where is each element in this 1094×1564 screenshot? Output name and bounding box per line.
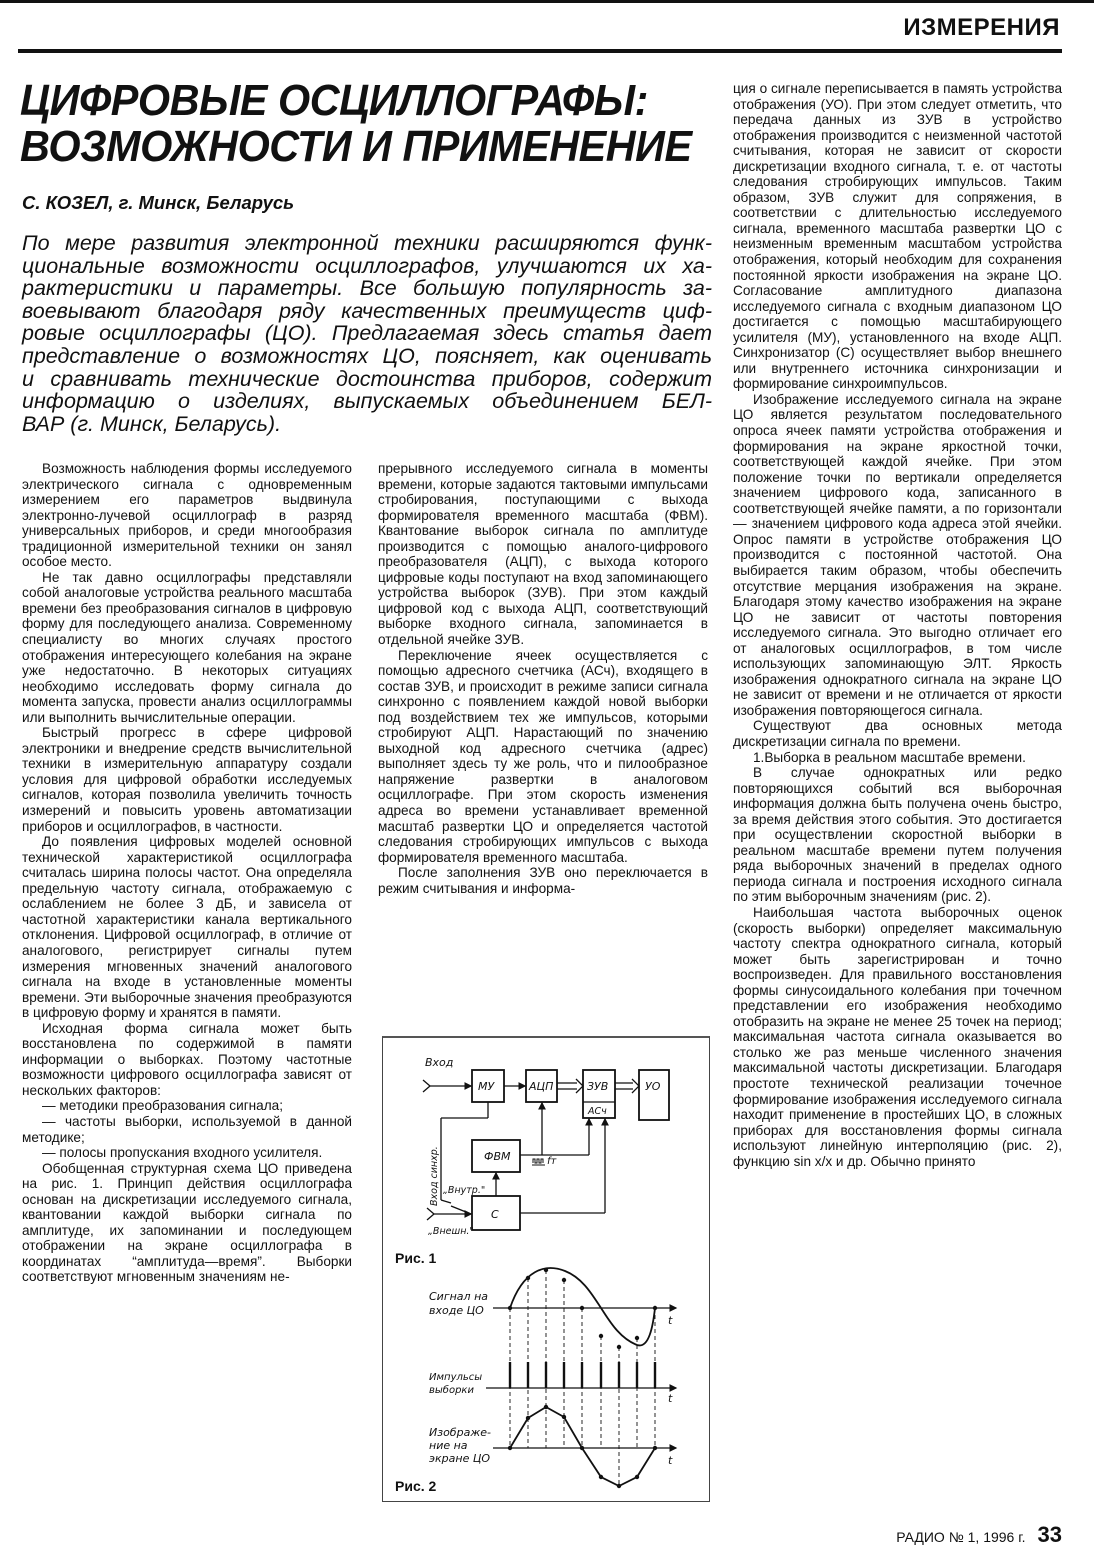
block-mu: МУ <box>478 1080 495 1093</box>
article-title <box>20 76 692 171</box>
section-rule <box>18 49 1062 53</box>
paragraph: Не так давно осциллографы представляли собой аналоговые устройства реального масштаба времени без преобразования сигналов в цифровую форму для последующего анализа. Современному специалисту во многих случаях простого отображения интересующего колебания на экране уже недостаточно. В некоторых ситуациях необходимо исследовать форму сигнала до момента запуска, провести анализ осциллограммы или выполнить вычислительные операции. <box>22 569 352 725</box>
time-axis-label: t <box>668 1392 673 1405</box>
article-author: С. КОЗЕЛ, г. Минск, Беларусь <box>22 192 295 213</box>
signal-label-line-2: входе ЦО <box>429 1304 484 1317</box>
figure-1-caption: Рис. 1 <box>395 1250 437 1266</box>
paragraph: прерывного исследуемого сигнала в моменты времени, которые задаются тактовыми импульсами стробирования, поступающими с выхода формирователя временного масштаба (ФВМ). Квантование выборок сигнала по амплитуде производится с помощью аналого-цифрового преобразователя (АЦП), с выхода которого цифровые коды поступают на вход запоминающего устройства выборок (ЗУВ). При этом каждый цифровой код с выхода АЦП, соответствующий выборке входного сигнала, запоминается в отдельной ячейке ЗУВ. <box>378 461 708 648</box>
article-lead <box>22 232 712 435</box>
sync-input-label: Вход синхр. <box>429 1146 440 1206</box>
display-label-line-1: Изображе- <box>429 1426 491 1439</box>
paragraph: Существуют два основных метода дискретизации сигнала по времени. <box>733 718 1062 749</box>
title-line-2: ВОЗМОЖНОСТИ И ПРИМЕНЕНИЕ <box>20 122 692 171</box>
sampling-waveform-figure-2 <box>383 1256 709 1496</box>
page-top-border <box>0 0 1094 3</box>
lead-line: циональные возможности осциллографов, улучшаются их ха- <box>22 253 712 278</box>
paragraph: Возможность наблюдения формы исследуемого электрического сигнала с одновременным измерением его параметров выдвинула электронно-лучевой осциллограф в разряд универсальных приборов, и среди многообразия традиционной измерительной техники он занял особое место. <box>22 461 352 570</box>
pulses-label-line-2: выборки <box>429 1385 474 1396</box>
paragraph: Быстрый прогресс в сфере цифровой электроники и внедрение средств вычислительной техники в измерительную аппаратуру создали условия для цифровой обработки исследуемых сигналов, которая позволила увеличить точность измерений и повысить уровень автоматизации приборов и осциллографов, в частности. <box>22 725 352 834</box>
paragraph: Обобщенная структурная схема ЦО приведена на рис. 1. Принцип действия осциллографа основан на дискретизации исследуемого сигнала, квантовании каждой выборки сигнала по амплитуде, их запоминании и последующем отображении на экране осциллографа в координатах “амплитуда—время”. Выборки соответствуют мгновенным значениям не- <box>22 1160 352 1285</box>
figure-box <box>382 1036 710 1502</box>
lead-line: ровые осциллографы (ЦО). Предлагаемая здесь статья дает <box>22 321 712 346</box>
paragraph: ция о сигнале переписывается в память устройства отображения (УО). При этом следует отметить, что передача данных из ЗУВ в устройство отображения производится с неизменной частотой считывания, которая не зависит от скорости дискретизации входного сигнала, т. е. от частоты следования стробирующих импульсов. Таким образом, ЗУВ служит для сопряжения, в соответствии с длительностью исследуемого сигнала, временного масштаба развертки ЦО с неизменным временным масштабом устройства отображения, который необходим для сохранения постоянной яркости изображения на экране ЦО. Согласование амплитудного диапазона исследуемого сигнала с входным диапазоном ЦО достигается с помощью масштабирующего усилителя (МУ), установленного на входе АЦП. Синхронизатор (С) осуществляет выбор внешнего или внутреннего источника синхронизации и формирование синхроимпульсов. <box>733 81 1062 392</box>
block-sync: С <box>491 1208 499 1221</box>
block-uo: УО <box>645 1080 661 1093</box>
switch-external-label: „Внешн." <box>428 1226 474 1237</box>
page-footer <box>896 1522 1062 1548</box>
block-zuv: ЗУВ <box>587 1080 609 1093</box>
paragraph: До появления цифровых моделей основной технической характеристикой осциллографа считалась ширина полосы частот. Она определяла предельную частоту сигнала, отображаемую с ослаблением не более 3 дБ, и зависела от частотной характеристики канала вертикального отклонения. Цифровой осциллограф, в отличие от аналогового, регистрирует сигналы путем измерения мгновенных значений аналогового сигнала на входе в установленные моменты времени. Эти выборочные значения преобразуются в цифровую форму и хранятся в памяти. <box>22 834 352 1021</box>
title-line-1: ЦИФРОВЫЕ ОСЦИЛЛОГРАФЫ: <box>20 76 648 125</box>
paragraph: После заполнения ЗУВ оно переключается в режим считывания и информа- <box>378 865 708 896</box>
time-axis-label: t <box>668 1454 673 1467</box>
display-label-line-2: ние на <box>429 1439 468 1452</box>
body-column-right <box>733 81 1062 1169</box>
pulses-label-line-1: Импульсы <box>429 1372 483 1383</box>
block-diagram-figure-1 <box>383 1038 709 1253</box>
lead-line: представление о возможностях ЦО, поясняет, как оценивать <box>22 343 712 368</box>
time-axis-label: t <box>668 1314 673 1327</box>
page-number: 33 <box>1037 1522 1062 1547</box>
list-item: — полосы пропускания входного усилителя. <box>42 1145 323 1161</box>
figure-2-caption: Рис. 2 <box>395 1478 437 1494</box>
signal-label-line-1: Сигнал на <box>429 1290 489 1303</box>
block-asch: АСч <box>588 1106 607 1117</box>
list-item: — методики преобразования сигнала; <box>42 1098 283 1114</box>
lead-line: ВАР (г. Минск, Беларусь). <box>22 411 282 436</box>
switch-internal-label: „Внутр." <box>443 1185 486 1196</box>
paragraph: Исходная форма сигнала может быть восстановлена по содержимой в памяти информации о выборках. Поэтому частотные возможности цифрового осциллографа зависят от нескольких факторов: <box>22 1020 352 1098</box>
list-item: — частоты выборки, используемой в данной методике; <box>22 1113 352 1145</box>
body-column-left <box>22 461 352 1285</box>
display-label-line-3: экране ЦО <box>429 1452 491 1465</box>
paragraph: Переключение ячеек осуществляется с помощью адресного счетчика (АСч), входящего в состав ЗУВ, и происходит в режиме записи сигнала синхронно с появлением каждой новой выборки под воздействием тех же импульсов, которыми стробируют АЦП. Нарастающий по значению выходной код адресного счетчика (адрес) выполняет здесь ту же роль, что и пилообразное напряжение развертки в аналоговом осциллографе. При этом скорость изменения адреса во времени устанавливает временной масштаб развертки ЦО и определяется частотой следования стробирующих импульсов с выхода формирователя временного масштаба. <box>378 647 708 865</box>
paragraph: Изображение исследуемого сигнала на экране ЦО является результатом последовательного опроса ячеек памяти устройства отображения и формирования на экране яркостной точки, соответствующей каждой ячейке. При этом положение точки по вертикали определяется значением цифрового кода, записанного в соответствующей ячейке памяти, а по горизонтали — значением цифрового кода адреса этой ячейки. Опрос памяти в устройстве отображения ЦО производится с постоянной частотой. Она выбирается таким образом, чтобы обеспечить отсутствие мерцания изображения на экране. Благодаря этому качество изображения на экране ЦО не зависит от частоты повторения исследуемого сигнала. Это выгодно отличает его от аналоговых осциллографов, в том числе использующих запоминающую ЭЛТ. Яркость изображения однократного сигнала на экране ЦО не зависит от времени и не отличается от яркости изображения повторяющегося сигнала. <box>733 391 1062 718</box>
block-adc: АЦП <box>529 1080 554 1093</box>
block-fvm: ФВМ <box>484 1150 511 1163</box>
lead-line: информацию о изделиях, выпускаемых объединением БЕЛ- <box>22 389 712 414</box>
input-label: Вход <box>425 1056 454 1069</box>
paragraph: Наибольшая частота выборочных оценок (скорость выборки) определяет максимальную частоту спектра однократного сигнала, который может быть зарегистрирован и точно воспроизведен. Для правильного восстановления формы синусоидального колебания при точечном представлении его изображения необходимо отобразить на экране не менее 25 точек на период; максимальная частота сигнала оказывается во столько же раз меньше численного значения максимальной частоты дискретизации. Благодаря простоте технической реализации точечное формирование изображения исследуемого сигнала находит применение в простейших ЦО, в сложных приборах для восстановления формы сигнала используют линейную интерполяцию (рис. 2), функцию sin x/x и др. Обычно принято <box>733 904 1062 1169</box>
lead-line: и сравнивать технические достоинства приборов, содержит <box>22 366 712 391</box>
section-header: ИЗМЕРЕНИЯ <box>903 14 1060 41</box>
magazine-issue: РАДИО № 1, 1996 г. <box>896 1529 1026 1545</box>
clock-label: fт <box>547 1156 557 1167</box>
paragraph: 1.Выборка в реальном масштабе времени. <box>753 749 1026 765</box>
lead-line: По мере развития электронной техники расширяются функ- <box>22 231 712 255</box>
paragraph: В случае однократных или редко повторяющихся событий вся выборочная информация должна быть получена очень быстро, за время действия этого события. Это достигается при осуществлении скоростной выборки в реальном масштабе времени путем получения ряда выборочных значений в пределах одного периода сигнала и построения исходного сигнала по этим выборочным значениям (рис. 2). <box>733 765 1062 905</box>
lead-line: рактеристики и параметры. Все большую популярность за- <box>22 276 712 301</box>
lead-line: воевывают благодаря ряду качественных преимуществ циф- <box>22 298 712 323</box>
body-column-middle <box>378 461 708 896</box>
